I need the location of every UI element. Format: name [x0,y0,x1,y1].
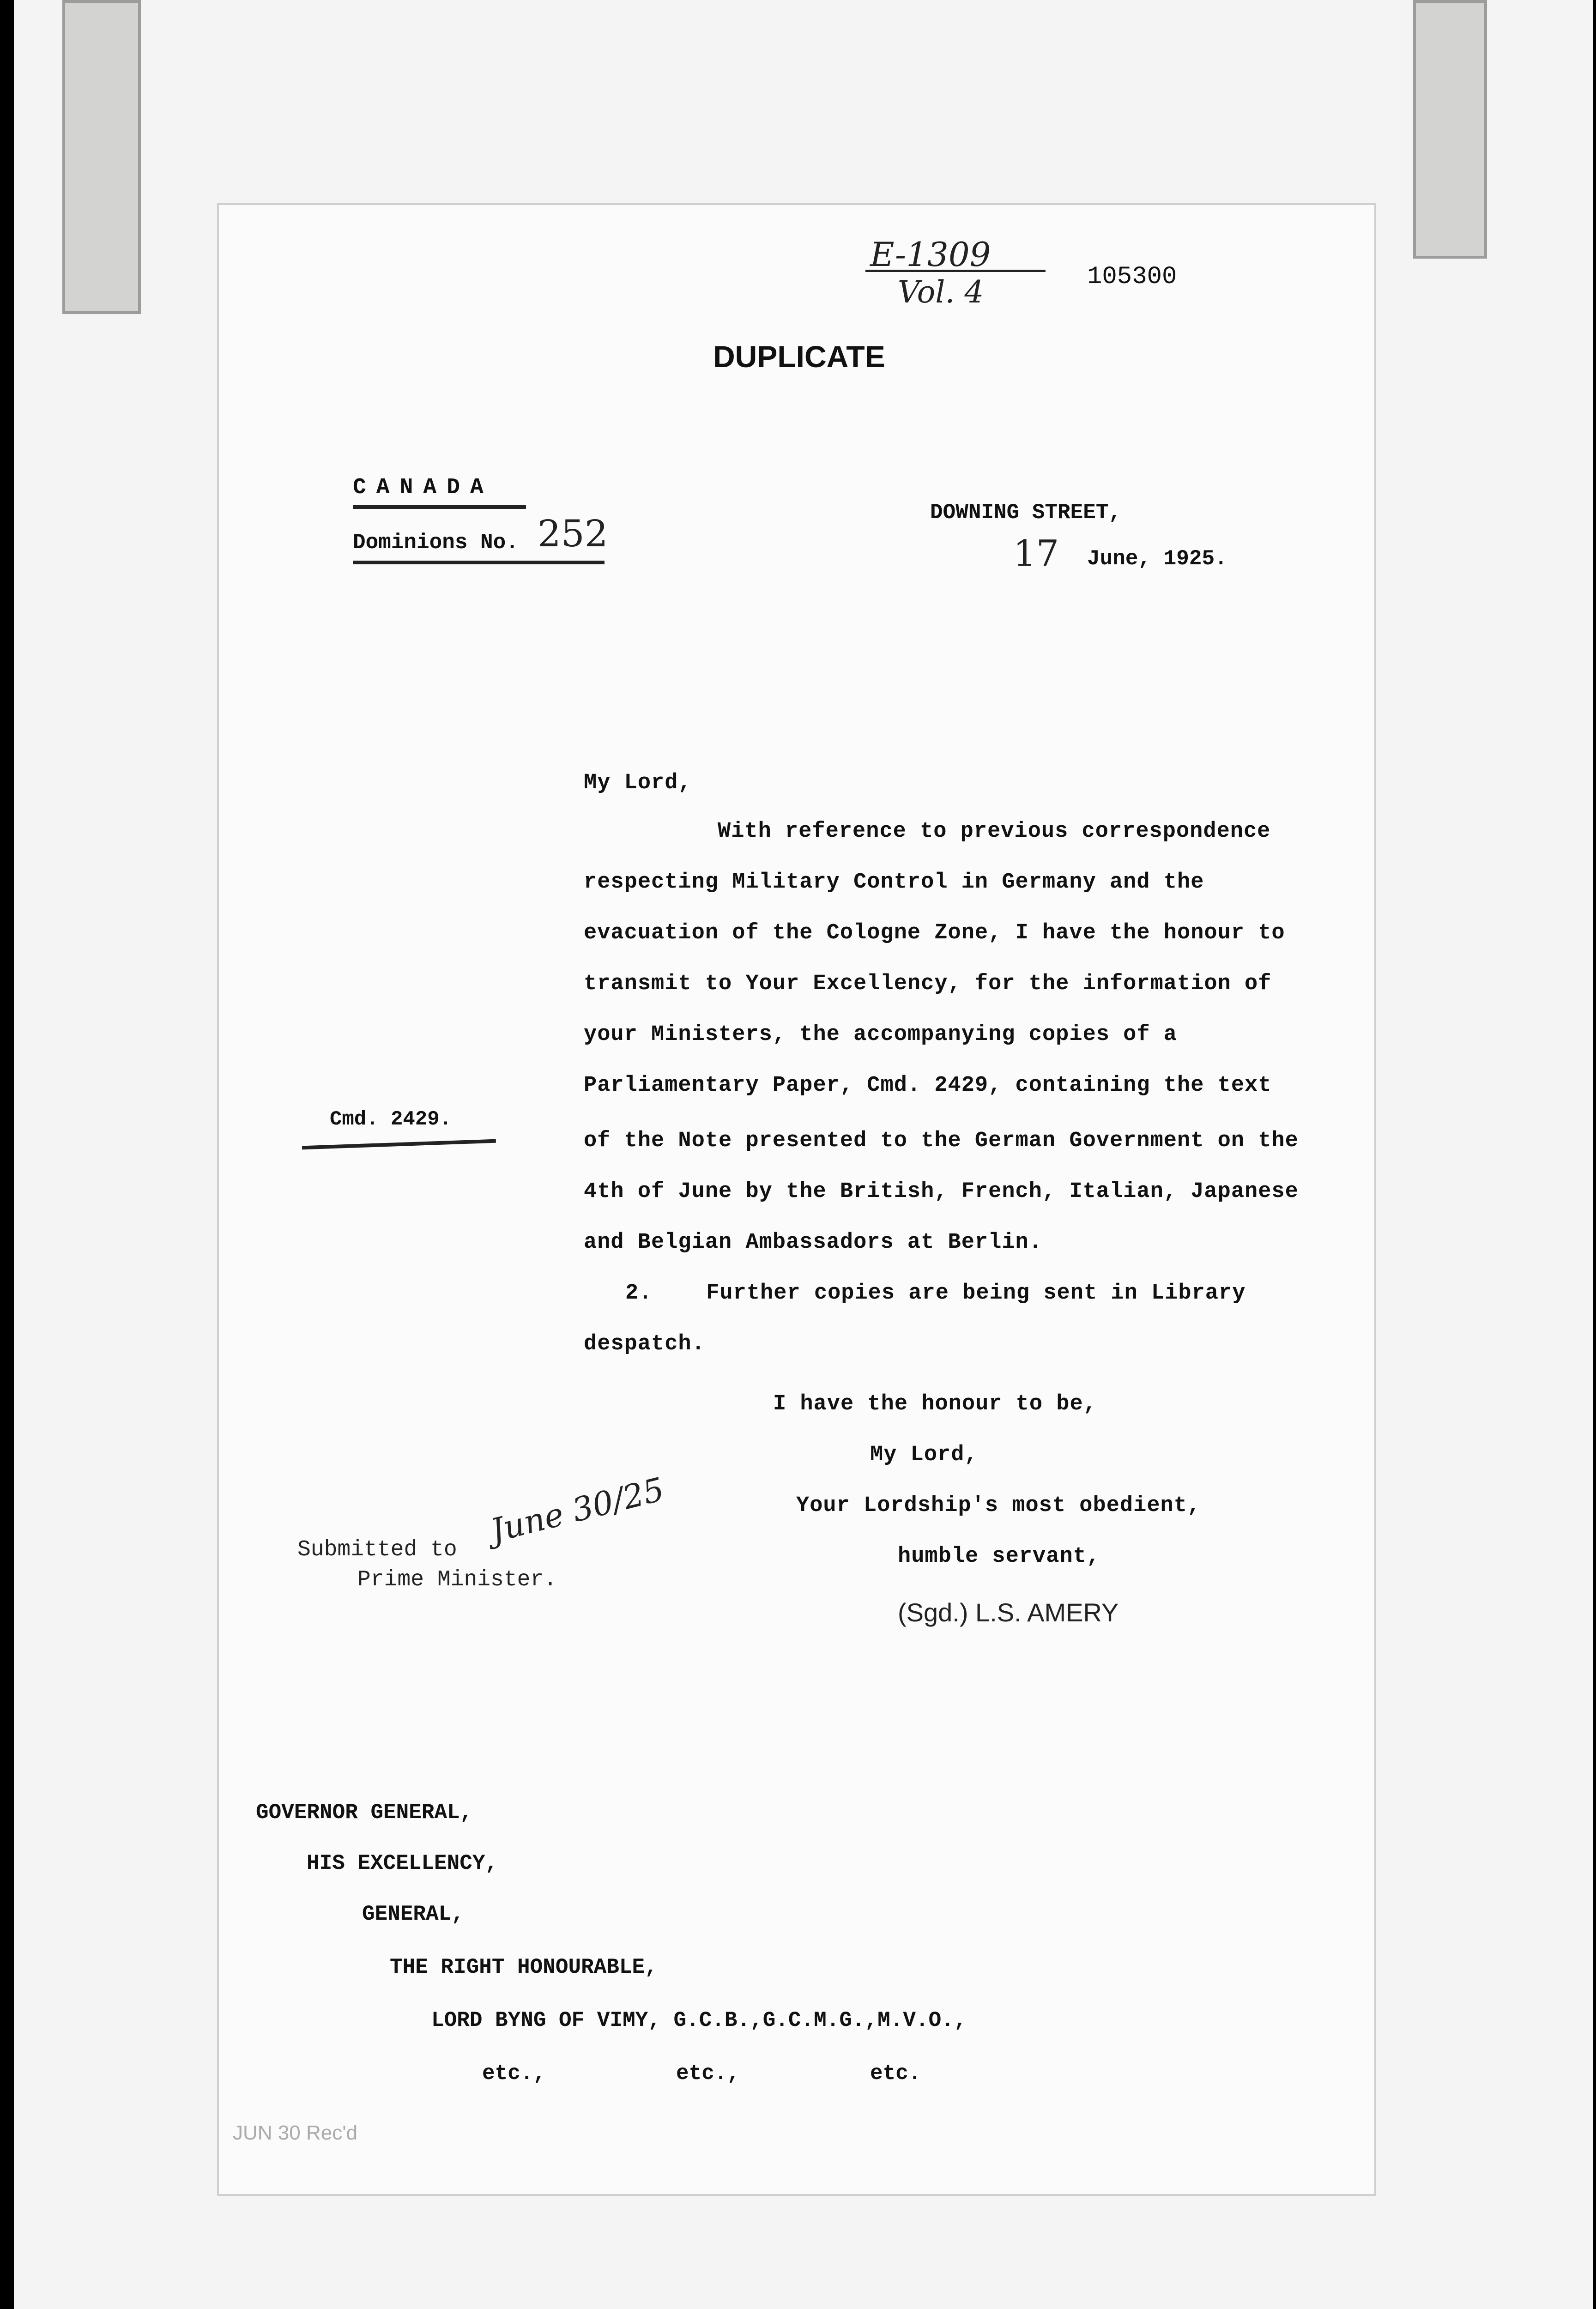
handwritten-date: June 30/25 [487,1470,668,1550]
date-day: 17 [1013,533,1059,574]
body-line: transmit to Your Excellency, for the information of [584,972,1272,996]
received-stamp: JUN 30 Rec'd [233,2122,358,2144]
signature: (Sgd.) L.S. AMERY [898,1598,1119,1627]
dominions-underline [353,561,605,564]
tape-strip [1413,0,1487,259]
body-line: 4th of June by the British, French, Italian, Japanese [584,1179,1299,1204]
body-line: evacuation of the Cologne Zone, I have the honour to [584,921,1285,945]
addressee-line: LORD BYNG OF VIMY, G.C.B.,G.C.M.G.,M.V.O., [431,2008,967,2032]
country-heading: CANADA [353,475,494,500]
tape-strip [62,0,141,314]
country-underline [353,505,526,509]
dominions-number: 252 [538,512,608,555]
submitted-note-line2: Prime Minister. [357,1567,557,1592]
salutation: My Lord, [584,771,692,795]
addressee-line: GENERAL, [362,1902,464,1926]
file-reference-underline [865,270,1046,272]
body-line: despatch. [584,1332,705,1356]
closing-line: humble servant, [898,1544,1100,1569]
closing-line: My Lord, [870,1443,978,1467]
margin-note: Cmd. 2429. [330,1108,452,1131]
margin-note-underline [302,1139,496,1150]
file-number: 105300 [1087,263,1177,291]
file-reference-volume: Vol. 4 [898,274,984,310]
body-line: 2. Further copies are being sent in Library [625,1281,1246,1306]
file-reference-top: E-1309 [870,235,991,274]
body-line: of the Note presented to the German Government on the [584,1129,1299,1153]
body-line: your Ministers, the accompanying copies of a [584,1022,1178,1047]
body-line: respecting Military Control in Germany and the [584,870,1204,895]
addressee-line: GOVERNOR GENERAL, [256,1801,473,1825]
etc-line: etc., [482,2061,546,2085]
body-line: With reference to previous correspondence [718,819,1271,844]
addressee-line: THE RIGHT HONOURABLE, [390,1955,658,1979]
dominions-label: Dominions No. [353,531,519,555]
body-line: and Belgian Ambassadors at Berlin. [584,1230,1042,1255]
closing-line: I have the honour to be, [773,1392,1097,1416]
place-line: DOWNING STREET, [930,501,1122,525]
duplicate-stamp: DUPLICATE [713,339,885,374]
submitted-note-line1: Submitted to [297,1537,457,1562]
letter-sheet [217,203,1376,2196]
body-line: Parliamentary Paper, Cmd. 2429, containing the text [584,1073,1272,1098]
etc-line: etc., [676,2061,740,2085]
addressee-line: HIS EXCELLENCY, [307,1851,498,1875]
date-line: June, 1925. [1087,547,1227,571]
etc-line: etc. [870,2061,921,2085]
microfilm-frame [14,0,1593,2309]
closing-line: Your Lordship's most obedient, [796,1493,1201,1518]
